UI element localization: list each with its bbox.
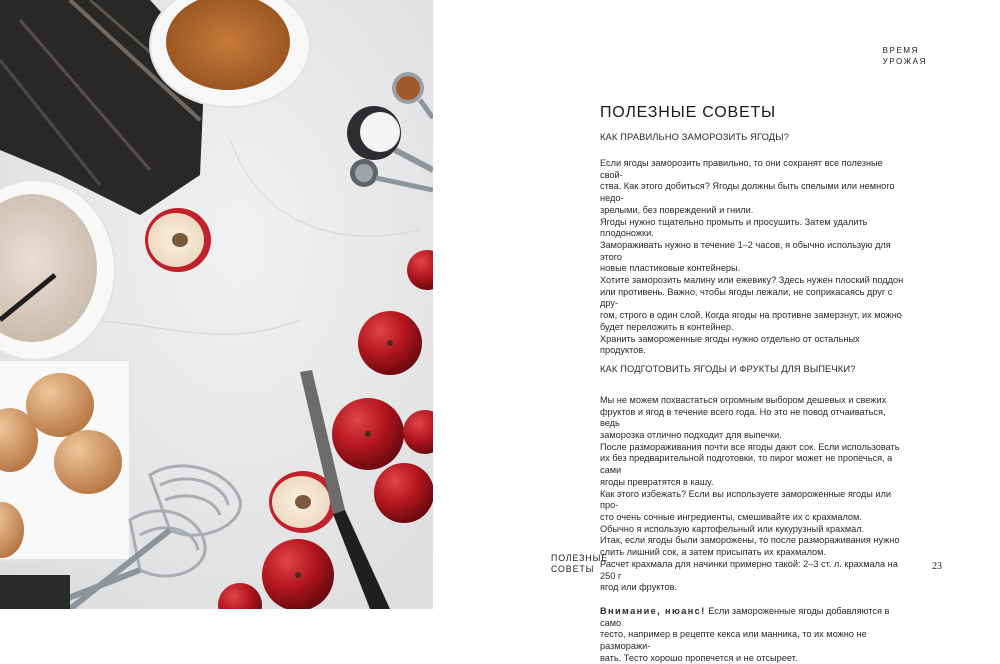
paragraph-line: или противень. Важно, чтобы ягоды лежали, не соприкасаясь друг с дру- (600, 286, 893, 309)
note-lead: Внимание, нюанс! (600, 605, 706, 616)
paragraph-line: Если ягоды заморозить правильно, то они сохранят все полезные свой- (600, 158, 883, 180)
paragraph-line: будет переложить в контейнер. (600, 321, 734, 332)
running-footer (551, 553, 608, 575)
note-line (600, 606, 905, 629)
page-title: ПОЛЕЗНЫЕ СОВЕТЫ (600, 104, 777, 121)
baking-photo (0, 0, 433, 609)
paragraph-line: Как этого избежать? Если вы используете замороженные ягоды или про- (600, 488, 891, 511)
paragraph-line: сто очень сочные ингредиенты, смешивайте их с крахмалом. (600, 511, 862, 522)
note-line: вать. Тесто хорошо пропечется и не отсыреет. (600, 652, 798, 663)
paragraph-line: слить лишний сок, а затем присыпать их крахмалом. (600, 547, 827, 558)
section-heading: КАК ПРАВИЛЬНО ЗАМОРОЗИТЬ ЯГОДЫ? (600, 131, 789, 142)
paragraph-line: Замораживать нужно в течение 1–2 часов, я обычно использую для этого (600, 239, 891, 262)
paragraph-line: новые пластиковые контейнеры. (600, 263, 741, 274)
note-text: Если замороженные ягоды добавляются в само (600, 605, 890, 628)
egg (26, 373, 94, 437)
header-line: УРОЖАЯ (882, 57, 927, 66)
article-body (600, 131, 905, 664)
egg (54, 430, 122, 494)
footer-line: ПОЛЕЗНЫЕ (551, 553, 609, 563)
paragraph-line: После размораживания почти все ягоды дают сок. Если использовать (600, 441, 900, 452)
paragraph-line: фруктов и ягод в течение всего года. Но это не повод отчаиваться, ведь (600, 406, 886, 429)
paragraph-line: Обычно я использую картофельный или кукурузный крахмал. (600, 523, 865, 534)
paragraph-line: гом, строго в один слой. Когда ягоды на противне замерзнут, их можно (600, 310, 902, 321)
note-line: тесто, например в рецепте кекса или манника, то их можно не разморажи- (600, 629, 867, 652)
paragraph-line: Расчет крахмала для начинки примерно такой: 2–3 ст. л. крахмала на 250 г (600, 558, 898, 581)
page-number: 23 (932, 561, 942, 572)
paragraph-line: Хотите заморозить малину или ежевику? Здесь нужен плоский поддон (600, 275, 904, 286)
paragraph-line: ягоды превратятся в кашу. (600, 476, 714, 487)
paragraph-line: Мы не можем похвастаться огромным выбором дешевых и свежих (600, 394, 887, 405)
paragraph-line: их без предварительной подготовки, то пирог может не пропечься, а сами (600, 453, 893, 476)
section-heading: КАК ПОДГОТОВИТЬ ЯГОДЫ И ФРУКТЫ ДЛЯ ВЫПЕЧКИ? (600, 362, 856, 374)
apple (374, 463, 433, 523)
paragraph-line: ягод или фруктов. (600, 582, 678, 593)
paragraph-line: ства. Как этого добиться? Ягоды должны быть спелыми или немного недо- (600, 181, 895, 204)
header-line: ВРЕМЯ (882, 46, 920, 55)
paragraph-line: зрелыми, без повреждений и гнили. (600, 204, 754, 215)
running-header (883, 45, 927, 67)
text-page (433, 0, 1000, 663)
footer-line: СОВЕТЫ (551, 564, 595, 574)
paragraph-line: Хранить замороженные ягоды нужно отдельно от остальных продуктов. (600, 333, 860, 356)
paragraph-line: заморозка отлично подходит для выпечки. (600, 430, 782, 441)
paragraph-line: Ягоды нужно тщательно промыть и просушить. Затем удалить плодоножки. (600, 216, 868, 239)
paragraph-line: Итак, если ягоды были заморожены, то после размораживания нужно (600, 535, 900, 546)
